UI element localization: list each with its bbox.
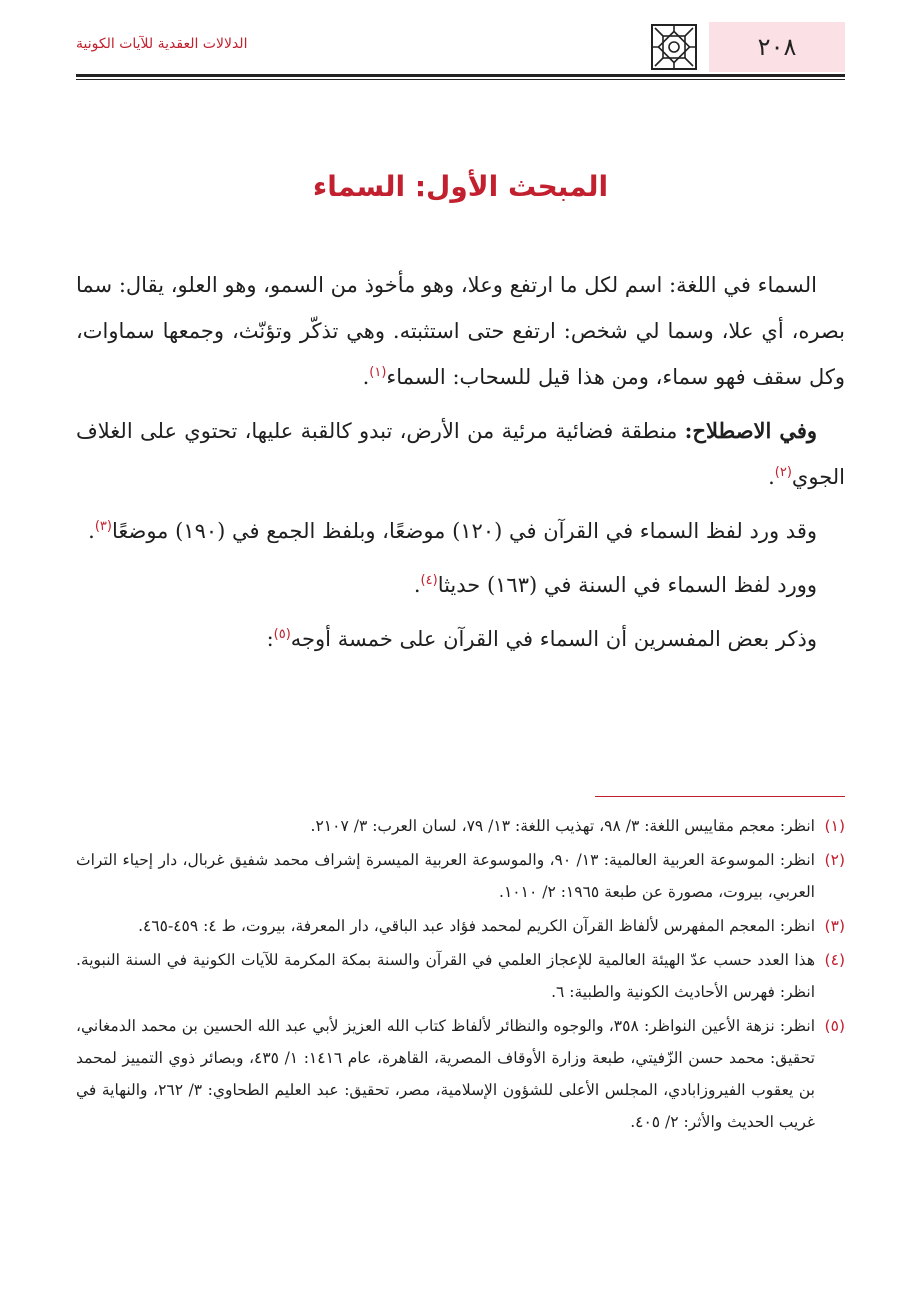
footnote-ref-5[interactable]: (٥) [273, 627, 291, 642]
footnote-item [76, 844, 845, 908]
islamic-star-ornament-icon [651, 24, 697, 70]
paragraph-sunnah-count: وورد لفظ السماء في السنة في (١٦٣) حديثا$^{(٤)}$. [413, 573, 817, 597]
footnote-text: انظر: المعجم المفهرس لألفاظ القرآن الكريم لمحمد فؤاد عبد الباقي، دار المعرفة، بيروت، ط ٤: ٤٥٩-٤٦٥. [138, 917, 815, 935]
footnote-ref-4[interactable]: (٤) [420, 573, 438, 588]
footnotes [76, 810, 845, 1140]
main-text [76, 262, 845, 670]
footnote-ref-1[interactable]: (١) [369, 365, 387, 380]
page-header [76, 22, 845, 72]
footnote-item [76, 1010, 845, 1138]
footnote-number: (٢) [824, 851, 845, 869]
footnote-number: (١) [824, 817, 845, 835]
footnote-number: (٥) [824, 1017, 845, 1035]
footnote-text: انظر: الموسوعة العربية العالمية: ١٣/ ٩٠، والموسوعة العربية الميسرة إشراف محمد شفيق غربال، دار إحياء التراث العربي، بيروت، مصورة عن طبعة ١٩٦٥: ٢/ ١٠١٠. [76, 851, 815, 901]
paragraph-quran-count: وقد ورد لفظ السماء في القرآن في (١٢٠) موضعًا، وبلفظ الجمع في (١٩٠) موضعًا$^{(٣)}$. [88, 519, 817, 543]
running-title: الدلالات العقدية للآيات الكونية [76, 36, 248, 52]
footnote-text: انظر: نزهة الأعين النواظر: ٣٥٨، والوجوه والنظائر لألفاظ كتاب الله العزيز لأبي عبد الله الحسين بن محمد الدمغاني، تحقيق: محمد حسن الزّفيتي، طبعة وزارة الأوقاف المصرية، القاهرة، عام ١٤١٦: ١/ ٤٣٥، وبصائر ذوي التمييز لمحمد بن يعقوب الفيروزابادي، المجلس الأعلى للشؤون الإسلامية، مصر، تحقيق: عبد العليم الطحاوي: ٣/ ٢٦٢، والنهاية في غريب الحديث والأثر: ٢/ ٤٠٥. [76, 1017, 816, 1131]
footnote-ref-2[interactable]: (٢) [774, 465, 792, 480]
section-title: المبحث الأول: السماء [312, 170, 609, 203]
footnote-ref-3[interactable]: (٣) [94, 519, 112, 534]
footnote-item [76, 944, 845, 1008]
page-number-box [709, 22, 845, 72]
footnote-text: هذا العدد حسب عدّ الهيئة العالمية للإعجاز العلمي في القرآن والسنة بمكة المكرمة للآيات الكونية في السنة النبوية. انظر: فهرس الأحاديث الكونية والطبية: ٦. [76, 951, 815, 1001]
paragraph-lexical: السماء في اللغة: اسم لكل ما ارتفع وعلا، وهو مأخوذ من السمو، وهو العلو، يقال: سما بصره، أي علا، وسما لي شخص: ارتفع حتى استثبته. وهي تذكّر وتؤنّث، وجمعها سماوات، وكل سقف فهو سماء، ومن هذا قيل للسحاب: السماء$^{(١)}$. [76, 273, 845, 389]
footnote-item [76, 810, 845, 842]
paragraph-terminology: وفي الاصطلاح: منطقة فضائية مرئية من الأرض، تبدو كالقبة عليها، تحتوي على الغلاف الجوي$^{(٢)}$. [76, 418, 845, 489]
paragraph-five-aspects: وذكر بعض المفسرين أن السماء في القرآن على خمسة أوجه$^{(٥)}$: [266, 627, 817, 651]
footnote-number: (٣) [824, 917, 845, 935]
footnote-text: انظر: معجم مقاييس اللغة: ٣/ ٩٨، تهذيب اللغة: ١٣/ ٧٩، لسان العرب: ٣/ ٢١٠٧. [310, 817, 815, 835]
page-number: ٢٠٨ [757, 33, 797, 61]
footnote-item [76, 910, 845, 942]
term-label: وفي الاصطلاح: [684, 418, 818, 443]
header-divider [76, 74, 845, 80]
footnote-divider [595, 796, 845, 797]
footnote-number: (٤) [824, 951, 845, 969]
